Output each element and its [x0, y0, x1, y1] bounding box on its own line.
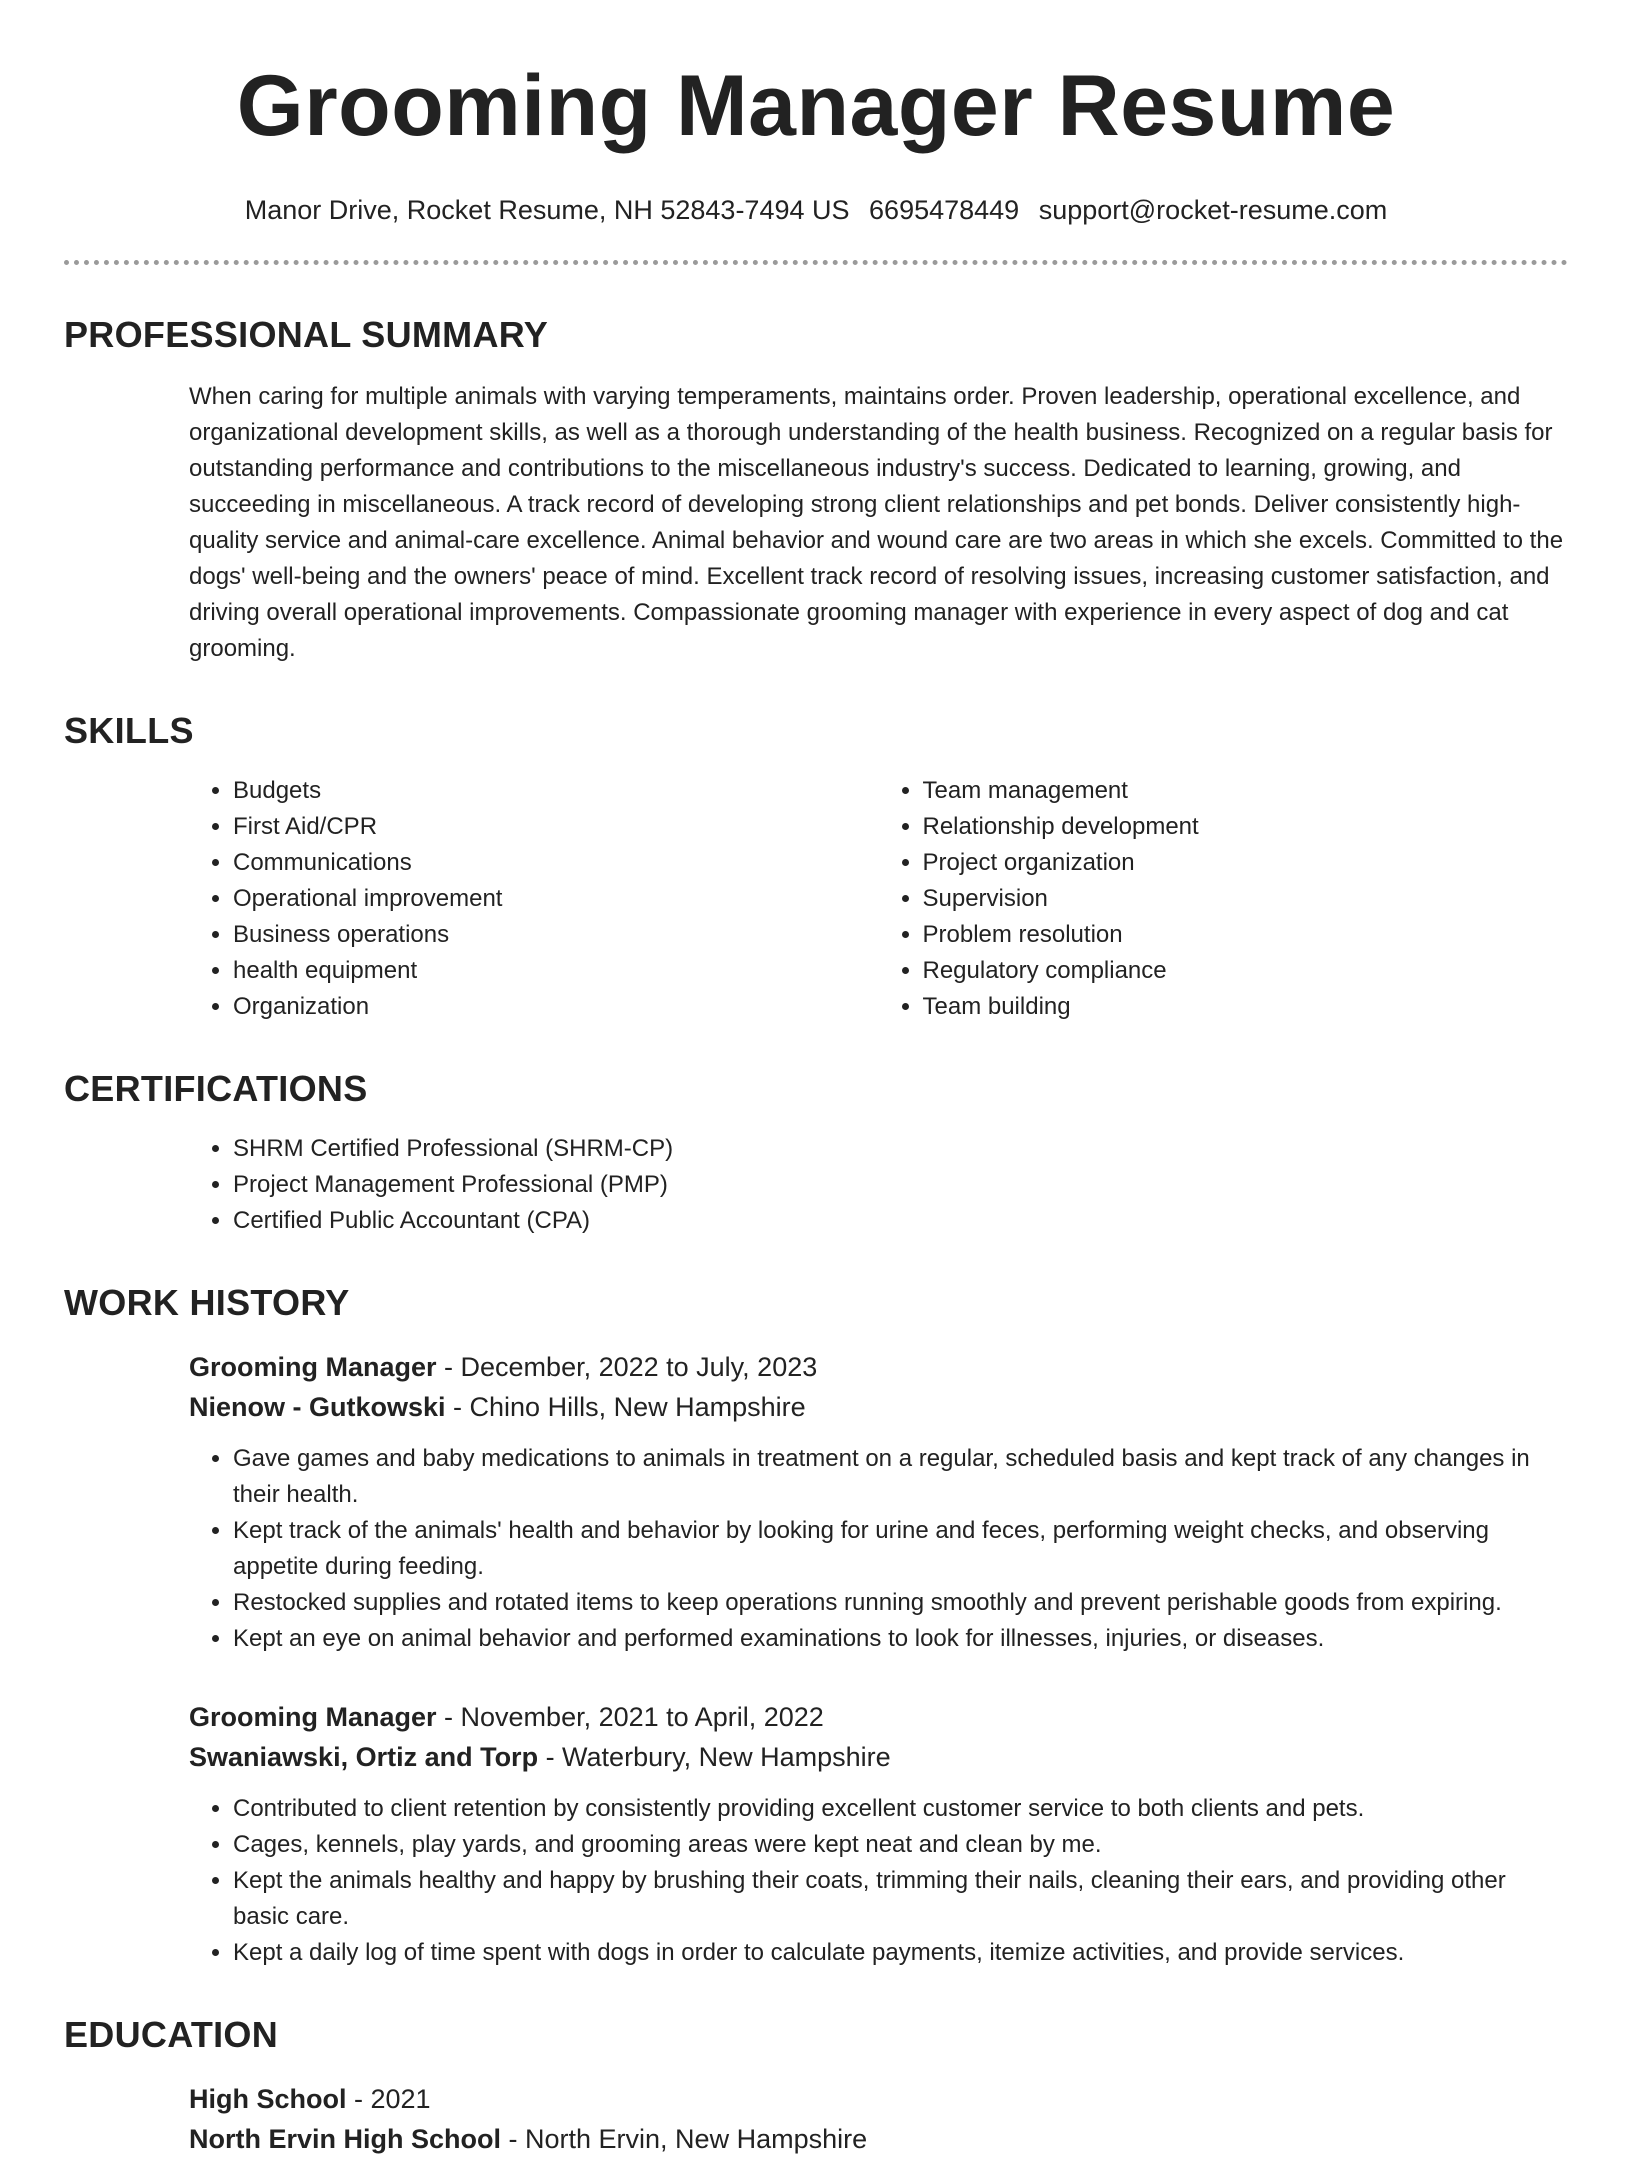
education-heading: EDUCATION [64, 2014, 279, 2055]
job-duty: • Cages, kennels, play yards, and grooming areas were kept neat and clean by me. [233, 1827, 1568, 1863]
job-title-line [189, 1347, 1568, 1387]
contact-line [64, 192, 1568, 228]
skill-item: • Problem resolution [923, 917, 1569, 953]
job-duty: • Contributed to client retention by consistently providing excellent customer service to both clients and pets. [233, 1791, 1568, 1827]
certification-item: • SHRM Certified Professional (SHRM-CP) [233, 1131, 1568, 1167]
skills-heading: SKILLS [64, 710, 194, 751]
skills-section [64, 709, 1568, 1025]
certification-item: • Project Management Professional (PMP) [233, 1167, 1568, 1203]
skill-item: • Organization [233, 989, 879, 1025]
skill-item: • Communications [233, 845, 879, 881]
job-company: Nienow - Gutkowski [189, 1392, 446, 1422]
education-entry [189, 2079, 1568, 2159]
skill-item: • First Aid/CPR [233, 809, 879, 845]
contact-address: Manor Drive, Rocket Resume, NH 52843-7494 US [244, 195, 850, 225]
skills-columns [189, 773, 1568, 1025]
job-duty: • Kept an eye on animal behavior and performed examinations to look for illnesses, injuries, or diseases. [233, 1621, 1568, 1657]
job-duties-list [189, 1441, 1568, 1657]
job-title: Grooming Manager [189, 1702, 437, 1732]
education-degree: High School [189, 2084, 347, 2114]
job-duty: • Restocked supplies and rotated items to keep operations running smoothly and prevent perishable goods from expiring. [233, 1585, 1568, 1621]
job-duty: • Kept the animals healthy and happy by brushing their coats, trimming their nails, cleaning their ears, and providing other basic care. [233, 1863, 1568, 1935]
job-company-line [189, 1387, 1568, 1427]
job-company: Swaniawski, Ortiz and Torp [189, 1742, 539, 1772]
skill-item: • Supervision [923, 881, 1569, 917]
contact-email[interactable]: support@rocket-resume.com [1038, 195, 1388, 225]
certifications-list [189, 1131, 1568, 1239]
skill-item: • Team building [923, 989, 1569, 1025]
skills-list-right [879, 773, 1569, 1025]
job-entry [189, 1697, 1568, 1971]
job-location: - Chino Hills, New Hampshire [445, 1392, 806, 1422]
certifications-section [64, 1067, 1568, 1239]
job-duty: • Kept track of the animals' health and behavior by looking for urine and feces, performing weight checks, and observing appetite during feeding. [233, 1513, 1568, 1585]
header-divider [64, 260, 1568, 265]
work-history-heading: WORK HISTORY [64, 1282, 350, 1323]
job-dates: - November, 2021 to April, 2022 [436, 1702, 824, 1732]
job-duty: • Kept a daily log of time spent with dogs in order to calculate payments, itemize activities, and provide services. [233, 1935, 1568, 1971]
education-school: North Ervin High School [189, 2124, 502, 2154]
job-title: Grooming Manager [189, 1352, 437, 1382]
certification-item: • Certified Public Accountant (CPA) [233, 1203, 1568, 1239]
skill-item: • Regulatory compliance [923, 953, 1569, 989]
summary-section [64, 313, 1568, 667]
education-section [64, 2013, 1568, 2159]
skill-item: • Budgets [233, 773, 879, 809]
resume-title: Grooming Manager Resume [236, 58, 1396, 154]
skills-list-left [189, 773, 879, 1025]
job-dates: - December, 2022 to July, 2023 [436, 1352, 818, 1382]
job-duties-list [189, 1791, 1568, 1971]
work-history-section [64, 1281, 1568, 1971]
summary-text: When caring for multiple animals with varying temperaments, maintains order. Proven leadership, operational excellence, and organizational development skills, as well as a thorough understanding of the health business. Recognized on a regular basis for outstanding performance and contributions to the miscellaneous industry's success. Dedicated to learning, growing, and succeeding in miscellaneous. A track record of developing strong client relationships and pet bonds. Deliver consistently high-quality service and animal-care excellence. Animal behavior and wound care are two areas in which she excels. Committed to the dogs' well-being and the owners' peace of mind. Excellent track record of resolving issues, increasing customer satisfaction, and driving overall operational improvements. Compassionate grooming manager with experience in every aspect of dog and cat grooming. [189, 383, 1564, 662]
contact-phone: 6695478449 [869, 195, 1020, 225]
education-degree-line [189, 2079, 1568, 2119]
skill-item: • Project organization [923, 845, 1569, 881]
skill-item: • Team management [923, 773, 1569, 809]
job-duty: • Gave games and baby medications to animals in treatment on a regular, scheduled basis and kept track of any changes in their health. [233, 1441, 1568, 1513]
skill-item: • Business operations [233, 917, 879, 953]
job-title-line [189, 1697, 1568, 1737]
job-entry [189, 1347, 1568, 1657]
education-year: - 2021 [346, 2084, 431, 2114]
skill-item: • health equipment [233, 953, 879, 989]
skill-item: • Relationship development [923, 809, 1569, 845]
education-location: - North Ervin, New Hampshire [501, 2124, 868, 2154]
job-company-line [189, 1737, 1568, 1777]
education-school-line [189, 2119, 1568, 2159]
job-location: - Waterbury, New Hampshire [538, 1742, 891, 1772]
certifications-heading: CERTIFICATIONS [64, 1068, 368, 1109]
skill-item: • Operational improvement [233, 881, 879, 917]
summary-heading: PROFESSIONAL SUMMARY [64, 314, 549, 355]
